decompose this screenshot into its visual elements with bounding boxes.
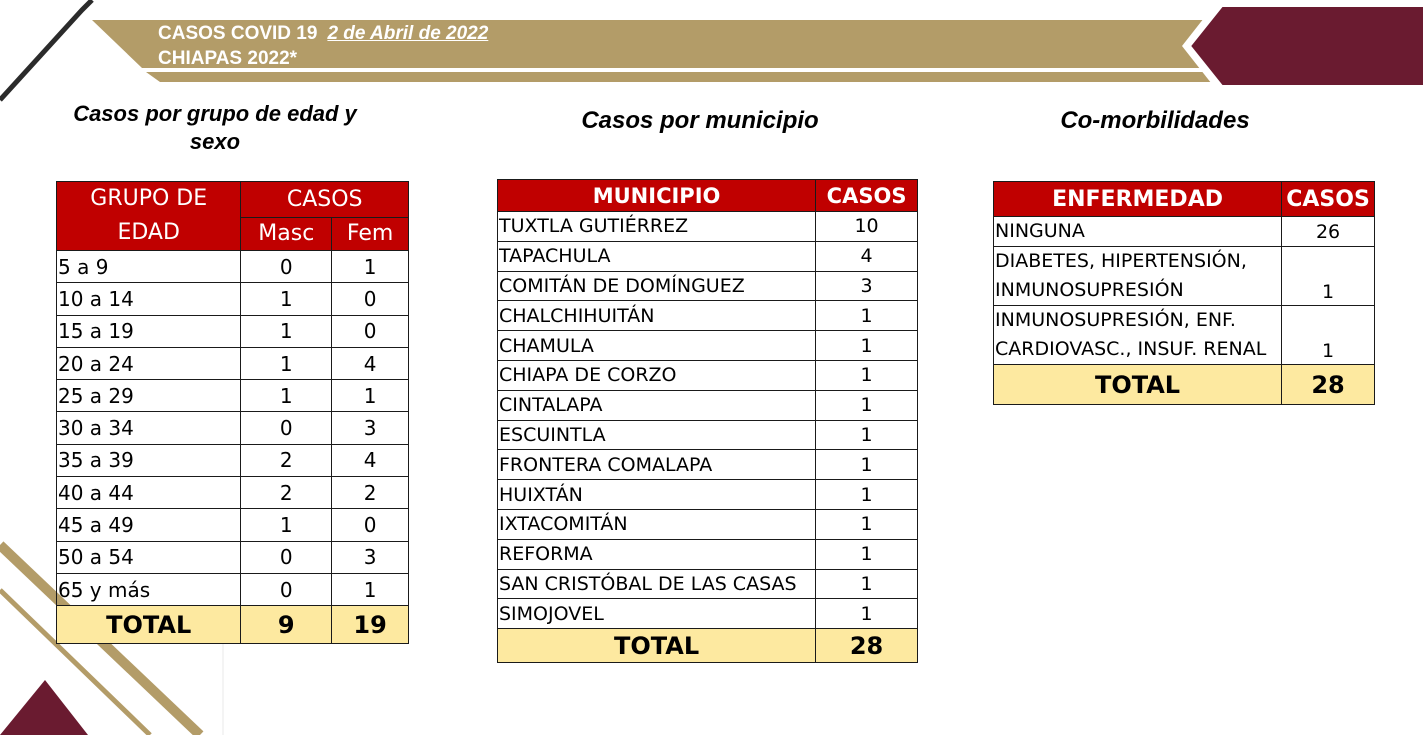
- table-row: [498, 480, 918, 510]
- table-row: [57, 347, 409, 379]
- municipio-cases-cell: 1: [816, 539, 918, 569]
- age-group-cell: 45 a 49: [57, 509, 241, 541]
- disease-line1: INMUNOSUPRESIÓN, ENF.: [995, 309, 1236, 331]
- municipio-name-cell: REFORMA: [498, 539, 816, 569]
- table-row: [57, 283, 409, 315]
- fem-cell: 0: [332, 509, 409, 541]
- age-group-cell: 15 a 19: [57, 315, 241, 347]
- table-row: [57, 412, 409, 444]
- masc-cell: 0: [241, 251, 332, 283]
- municipio-total-label: TOTAL: [498, 629, 816, 663]
- table-row: [498, 509, 918, 539]
- disease-cases-cell: 1: [1282, 306, 1375, 365]
- municipio-cases-cell: 1: [816, 450, 918, 480]
- masc-header: Masc: [241, 217, 332, 251]
- age-total-fem: 19: [332, 606, 409, 644]
- municipio-table: [497, 179, 918, 663]
- fem-cell: 1: [332, 380, 409, 412]
- table-row: [57, 573, 409, 605]
- table-row: [498, 212, 918, 242]
- table-row: [498, 241, 918, 271]
- age-group-cell: 65 y más: [57, 573, 241, 605]
- masc-cell: 1: [241, 283, 332, 315]
- municipio-cases-cell: 1: [816, 301, 918, 331]
- municipio-name-cell: SAN CRISTÓBAL DE LAS CASAS: [498, 569, 816, 599]
- disease-line2: CARDIOVASC., INSUF. RENAL: [995, 338, 1267, 360]
- table-row: [498, 599, 918, 629]
- fem-cell: 3: [332, 541, 409, 573]
- table-row: [498, 360, 918, 390]
- disease-line1: DIABETES, HIPERTENSIÓN,: [995, 250, 1247, 272]
- table-row: [498, 301, 918, 331]
- table-row: [498, 390, 918, 420]
- age-group-header: GRUPO DE EDAD: [57, 182, 241, 251]
- disease-cases-cell: 1: [1282, 247, 1375, 306]
- municipio-cases-cell: 1: [816, 331, 918, 361]
- table-row: [57, 380, 409, 412]
- municipio-name-cell: COMITÁN DE DOMÍNGUEZ: [498, 271, 816, 301]
- municipio-total-cases: 28: [816, 629, 918, 663]
- table-row: [57, 251, 409, 283]
- age-group-cell: 40 a 44: [57, 477, 241, 509]
- disease-line1: NINGUNA: [995, 220, 1085, 242]
- table-row: [994, 247, 1375, 306]
- municipio-cases-cell: 3: [816, 271, 918, 301]
- masc-cell: 1: [241, 315, 332, 347]
- municipio-cases-cell: 1: [816, 509, 918, 539]
- fem-header: Fem: [332, 217, 409, 251]
- table-row: [994, 217, 1375, 247]
- age-group-cell: 25 a 29: [57, 380, 241, 412]
- header-line1: CASOS COVID 19: [158, 23, 318, 44]
- disease-header: ENFERMEDAD: [994, 182, 1282, 217]
- table-row: [498, 450, 918, 480]
- corner-triangle: [0, 680, 88, 735]
- masc-cell: 1: [241, 509, 332, 541]
- municipio-name-cell: CHAMULA: [498, 331, 816, 361]
- municipio-name-cell: SIMOJOVEL: [498, 599, 816, 629]
- header-date: 2 de Abril de 2022: [327, 23, 489, 44]
- municipio-name-cell: CHIAPA DE CORZO: [498, 360, 816, 390]
- municipio-name-cell: HUIXTÁN: [498, 480, 816, 510]
- municipio-name-cell: ESCUINTLA: [498, 420, 816, 450]
- municipio-cases-header: CASOS: [816, 180, 918, 212]
- municipio-cases-cell: 1: [816, 360, 918, 390]
- fem-cell: 4: [332, 347, 409, 379]
- age-group-cell: 50 a 54: [57, 541, 241, 573]
- masc-cell: 0: [241, 412, 332, 444]
- cases-header: CASOS: [241, 182, 409, 218]
- masc-cell: 2: [241, 444, 332, 476]
- fem-cell: 1: [332, 251, 409, 283]
- municipio-name-cell: IXTACOMITÁN: [498, 509, 816, 539]
- fem-cell: 2: [332, 477, 409, 509]
- age-group-cell: 20 a 24: [57, 347, 241, 379]
- municipio-cases-cell: 1: [816, 480, 918, 510]
- table-row: [57, 315, 409, 347]
- fem-cell: 3: [332, 412, 409, 444]
- age-section-title: Casos por grupo de edad y sexo: [73, 101, 357, 154]
- fem-cell: 1: [332, 573, 409, 605]
- age-total-label: TOTAL: [57, 606, 241, 644]
- comorbidity-total-cases: 28: [1282, 365, 1375, 405]
- table-row: [498, 331, 918, 361]
- table-row: [498, 420, 918, 450]
- municipio-name-cell: CHALCHIHUITÁN: [498, 301, 816, 331]
- table-row: [498, 569, 918, 599]
- municipio-name-cell: TUXTLA GUTIÉRREZ: [498, 212, 816, 242]
- comorbidity-section-title: Co-morbilidades: [1060, 107, 1250, 134]
- disease-cell: [994, 306, 1282, 365]
- masc-cell: 1: [241, 347, 332, 379]
- masc-cell: 0: [241, 541, 332, 573]
- disease-line2: INMUNOSUPRESIÓN: [995, 279, 1184, 301]
- age-sex-table: [56, 181, 409, 644]
- table-row: [498, 539, 918, 569]
- age-total-masc: 9: [241, 606, 332, 644]
- municipio-section-title: Casos por municipio: [581, 107, 819, 134]
- disease-cases-cell: 26: [1282, 217, 1375, 247]
- masc-cell: 0: [241, 573, 332, 605]
- disease-cell: [994, 247, 1282, 306]
- fem-cell: 0: [332, 315, 409, 347]
- municipio-name-cell: TAPACHULA: [498, 241, 816, 271]
- fem-cell: 4: [332, 444, 409, 476]
- table-row: [57, 509, 409, 541]
- table-row: [57, 444, 409, 476]
- comorbidity-total-label: TOTAL: [994, 365, 1282, 405]
- age-group-cell: 30 a 34: [57, 412, 241, 444]
- age-group-cell: 35 a 39: [57, 444, 241, 476]
- table-row: [498, 271, 918, 301]
- disease-cell: [994, 217, 1282, 247]
- age-group-cell: 10 a 14: [57, 283, 241, 315]
- comorbidity-table: [993, 181, 1375, 405]
- municipio-cases-cell: 1: [816, 599, 918, 629]
- comorbidity-cases-header: CASOS: [1282, 182, 1375, 217]
- table-row: [57, 541, 409, 573]
- municipio-name-cell: CINTALAPA: [498, 390, 816, 420]
- municipio-cases-cell: 1: [816, 420, 918, 450]
- fem-cell: 0: [332, 283, 409, 315]
- municipio-name-cell: FRONTERA COMALAPA: [498, 450, 816, 480]
- municipio-cases-cell: 4: [816, 241, 918, 271]
- municipio-cases-cell: 1: [816, 569, 918, 599]
- header-title: [158, 21, 488, 71]
- table-row: [57, 477, 409, 509]
- masc-cell: 2: [241, 477, 332, 509]
- masc-cell: 1: [241, 380, 332, 412]
- age-group-cell: 5 a 9: [57, 251, 241, 283]
- corner-ribbon: [1190, 6, 1424, 86]
- table-row: [994, 306, 1375, 365]
- municipio-header: MUNICIPIO: [498, 180, 816, 212]
- header-line2: CHIAPAS 2022*: [158, 48, 298, 69]
- municipio-cases-cell: 1: [816, 390, 918, 420]
- municipio-cases-cell: 10: [816, 212, 918, 242]
